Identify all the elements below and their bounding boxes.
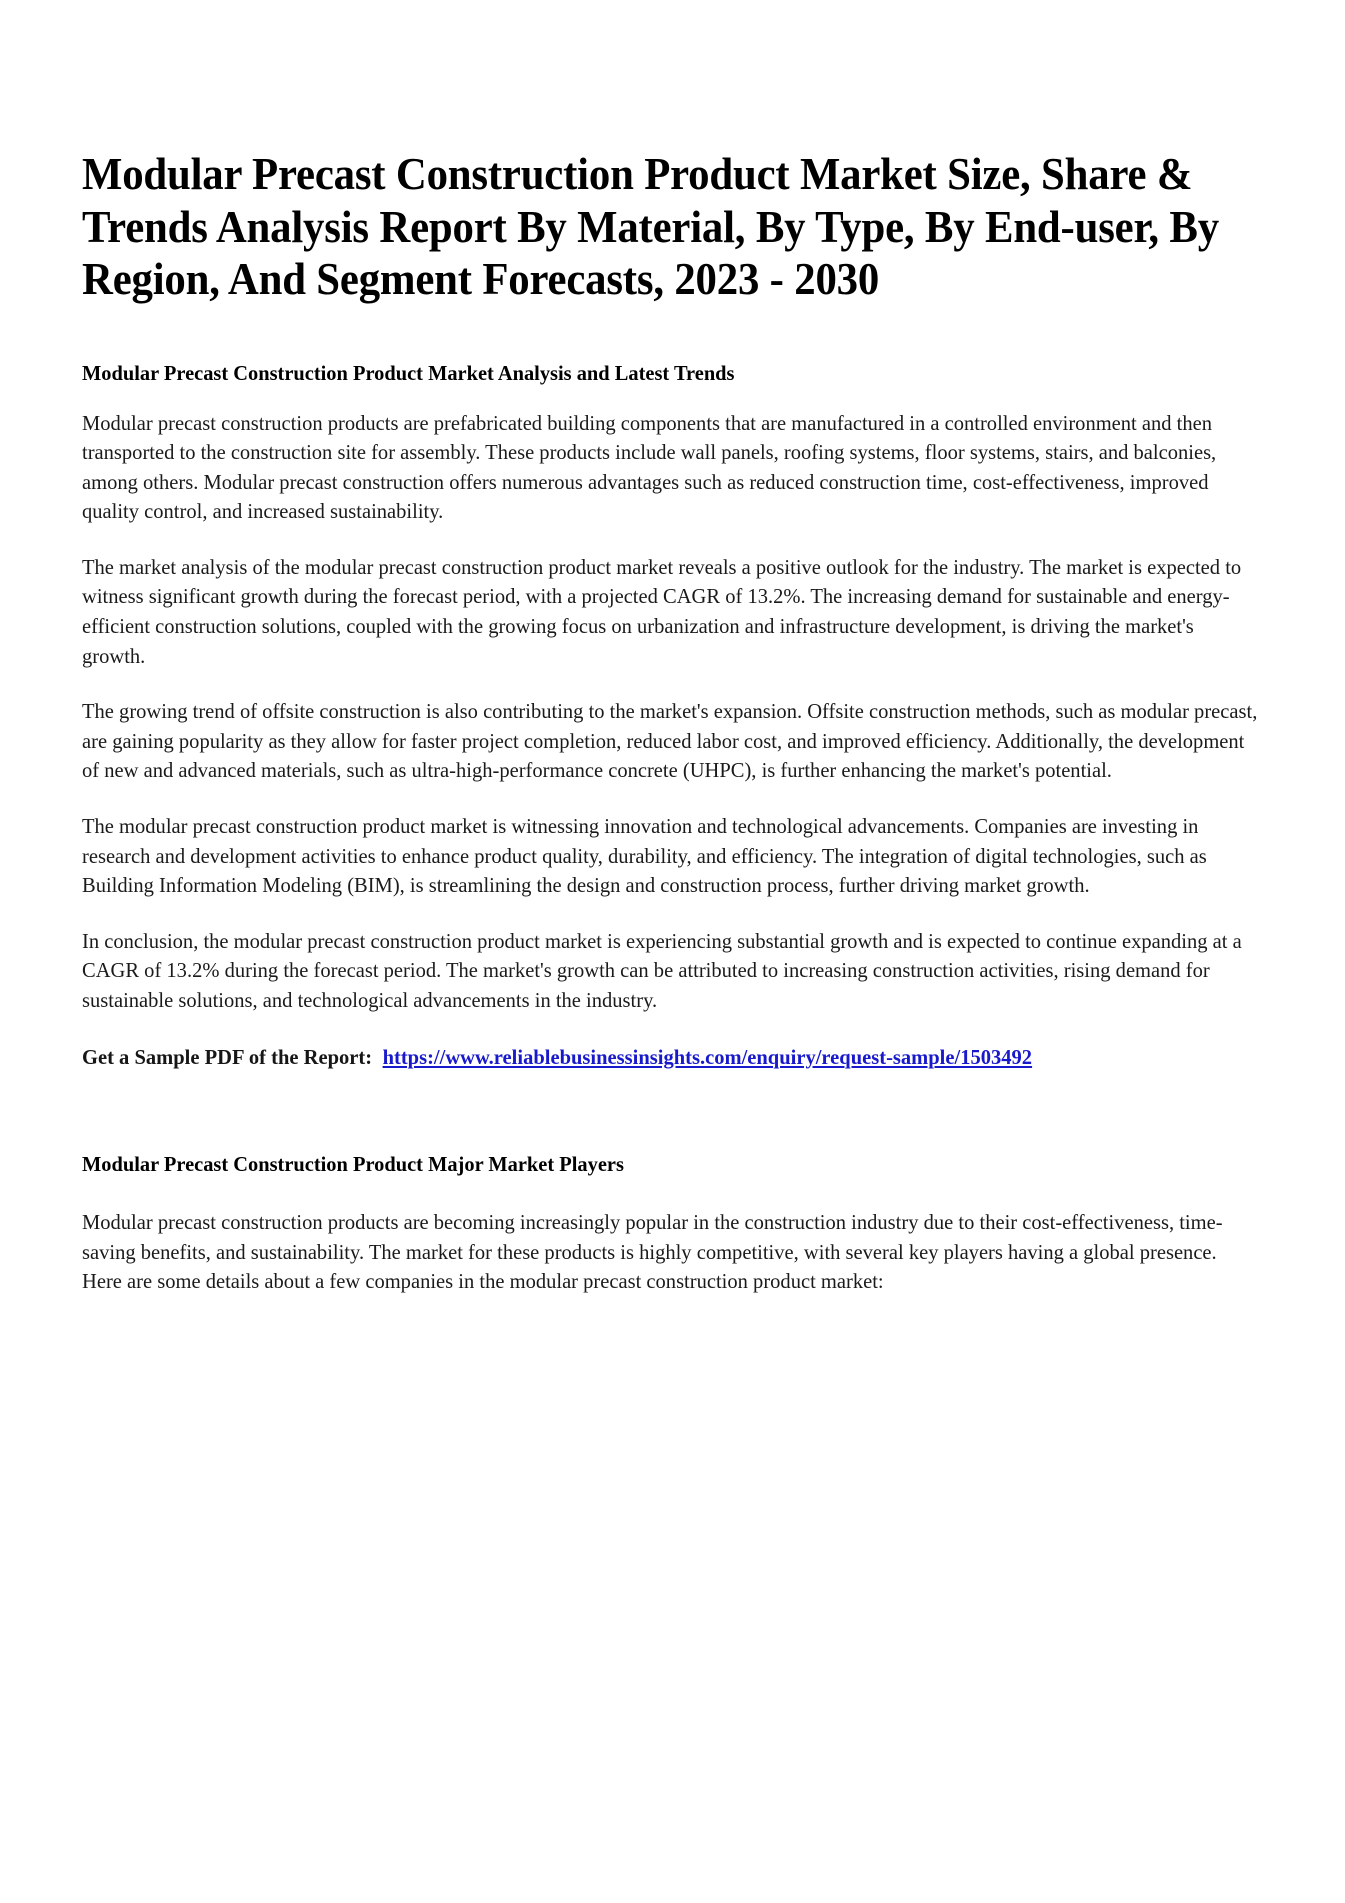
paragraph-offsite-trend: The growing trend of offsite construction is also contributing to the market's expansion. Offsite construction methods, such as modular precast, are gaining popularity as they allow for faster project completion, reduced labor cost, and improved efficiency. Additionally, the development of new and advanced materials, such as ultra-high-performance concrete (UHPC), is further enhancing the market's potential. <box>82 699 1258 783</box>
sample-pdf-label: Get a Sample PDF of the Report: <box>82 1044 373 1069</box>
paragraph-innovation: The modular precast construction product market is witnessing innovation and technological advancements. Companies are investing in research and development activities to enhance product quality, durability, and efficiency. The integration of digital technologies, such as Building Information Modeling (BIM), is streamlining the design and construction process, further driving market growth. <box>82 814 1207 898</box>
section-spacer <box>82 1072 1260 1150</box>
document-content <box>82 0 1260 1297</box>
paragraph-intro: Modular precast construction products are prefabricated building components that are manufactured in a controlled environment and then transported to the construction site for assembly. These products include wall panels, roofing systems, floor systems, stairs, and balconies, among others. Modular precast construction offers numerous advantages such as reduced construction time, cost-effectiveness, improved quality control, and increased sustainability. <box>82 410 1217 524</box>
page-title: Modular Precast Construction Product Market Size, Share & Trends Analysis Report By Material, By Type, By End-user, By Region, And Segment Forecasts, 2023 - 2030 <box>82 148 1219 304</box>
paragraph-players-intro: Modular precast construction products are becoming increasingly popular in the construction industry due to their cost-effectiveness, time-saving benefits, and sustainability. The market for these products is highly competitive, with several key players having a global presence. Here are some details about a few companies in the modular precast construction product market: <box>82 1210 1223 1294</box>
section-heading-major-market-players: Modular Precast Construction Product Major Market Players <box>82 1152 624 1177</box>
sample-pdf-line <box>82 1016 1260 1073</box>
paragraph-conclusion: In conclusion, the modular precast construction product market is experiencing substantial growth and is expected to continue expanding at a CAGR of 13.2% during the forecast period. The market's growth can be attributed to increasing construction activities, rising demand for sustainable solutions, and technological advancements in the industry. <box>82 928 1242 1012</box>
section-heading-market-analysis: Modular Precast Construction Product Market Analysis and Latest Trends <box>82 360 735 385</box>
request-sample-link[interactable]: https://www.reliablebusinessinsights.com/enquiry/request-sample/1503492 <box>382 1044 1033 1069</box>
paragraph-market-analysis: The market analysis of the modular precast construction product market reveals a positive outlook for the industry. The market is expected to witness significant growth during the forecast period, with a projected CAGR of 13.2%. The increasing demand for sustainable and energy-efficient construction solutions, coupled with the growing focus on urbanization and infrastructure development, is driving the market's growth. <box>82 554 1242 668</box>
